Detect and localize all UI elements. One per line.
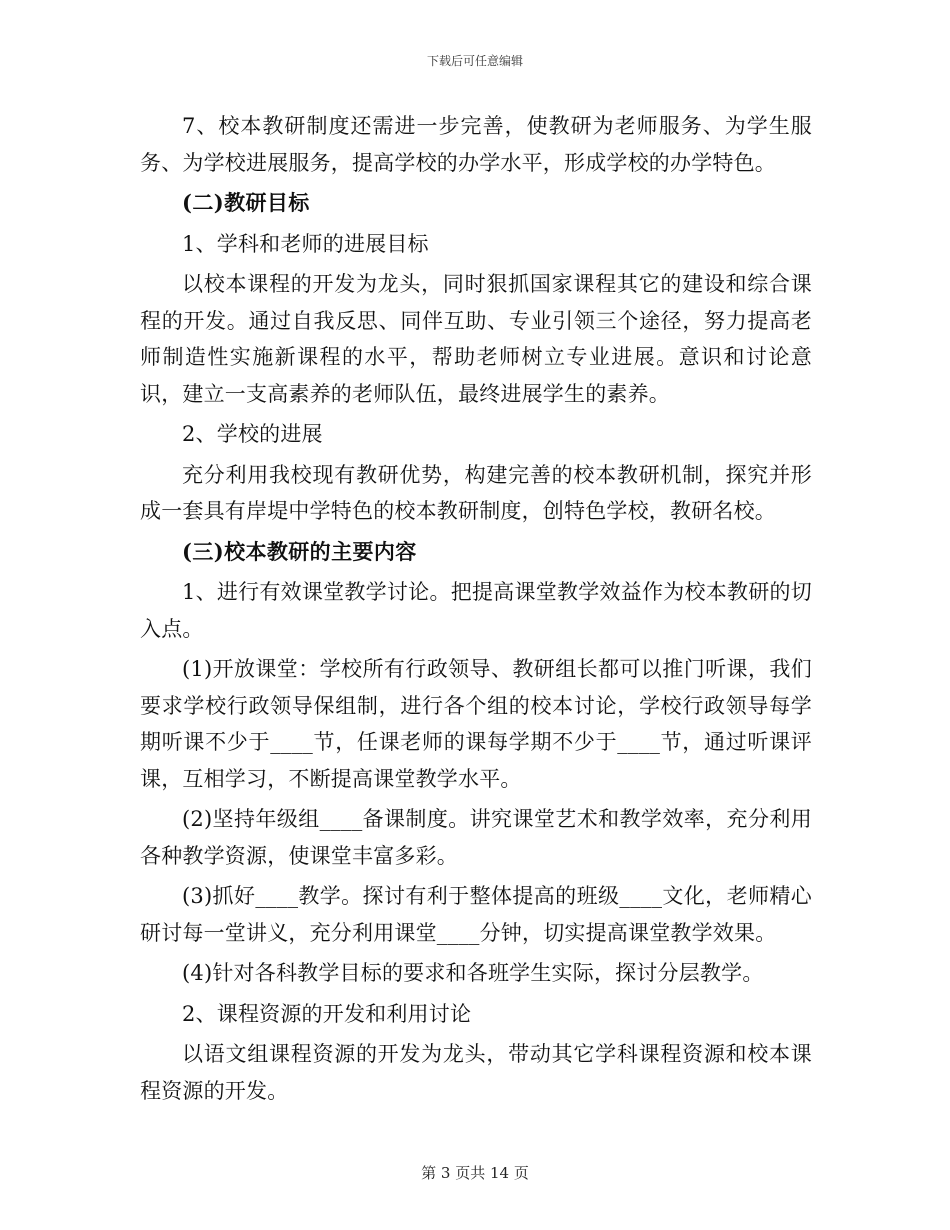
paragraph-subject-teacher-goals: 以校本课程的开发为龙头，同时狠抓国家课程其它的建设和综合课程的开发。通过自我反思、同伴互助、专业引领三个途径，努力提高老师制造性实施新课程的水平，帮助老师树立专业进展。意识和讨论意识，建立一支高素养的老师队伍，最终进展学生的素养。 <box>140 272 812 406</box>
paragraph-curriculum-resources: 以语文组课程资源的开发为龙头，带动其它学科课程资源和校本课程资源的开发。 <box>140 1042 812 1103</box>
section-heading-teaching-goals: (二)教研目标 <box>182 190 310 215</box>
paragraph-item-7: 7、校本教研制度还需进一步完善，使教研为老师服务、为学生服务、为学校进展服务，提高学校的办学水平，形成学校的办学特色。 <box>140 114 812 175</box>
subheading-curriculum-resources: 2、课程资源的开发和利用讨论 <box>182 1001 472 1026</box>
list-item-open-classroom: (1)开放课堂：学校所有行政领导、教研组长都可以推门听课，我们要求学校行政领导保组制，进行各个组的校本讨论，学校行政领导每学期听课不少于____节，任课老师的课每学期不少于____节，通过听课评课，互相学习，不断提高课堂教学水平。 <box>140 657 812 791</box>
page-number: 第 3 页共 14 页 <box>421 1164 529 1182</box>
document-body <box>140 108 812 1113</box>
list-item-layered-teaching: (4)针对各科教学目标的要求和各班学生实际，探讨分层教学。 <box>182 961 764 985</box>
list-item-grade-lesson-prep: (2)坚持年级组____备课制度。讲究课堂艺术和教学效率，充分利用各种教学资源，使课堂丰富多彩。 <box>140 807 812 868</box>
list-item-teaching-quality: (3)抓好____教学。探讨有利于整体提高的班级____文化，老师精心研讨每一堂讲义，充分利用课堂____分钟，切实提高课堂教学效果。 <box>140 884 812 945</box>
subheading-effective-teaching: 1、进行有效课堂教学讨论。把提高课堂教学效益作为校本教研的切入点。 <box>140 580 812 641</box>
subheading-school-development: 2、学校的进展 <box>182 422 323 446</box>
subheading-subject-teacher-goals: 1、学科和老师的进展目标 <box>182 231 429 256</box>
paragraph-school-development: 充分利用我校现有教研优势，构建完善的校本教研机制，探究并形成一套具有岸堤中学特色的校本教研制度，创特色学校，教研名校。 <box>140 462 812 523</box>
page-header: 下载后可任意编辑 <box>426 54 523 68</box>
section-heading-main-content: (三)校本教研的主要内容 <box>182 538 417 564</box>
